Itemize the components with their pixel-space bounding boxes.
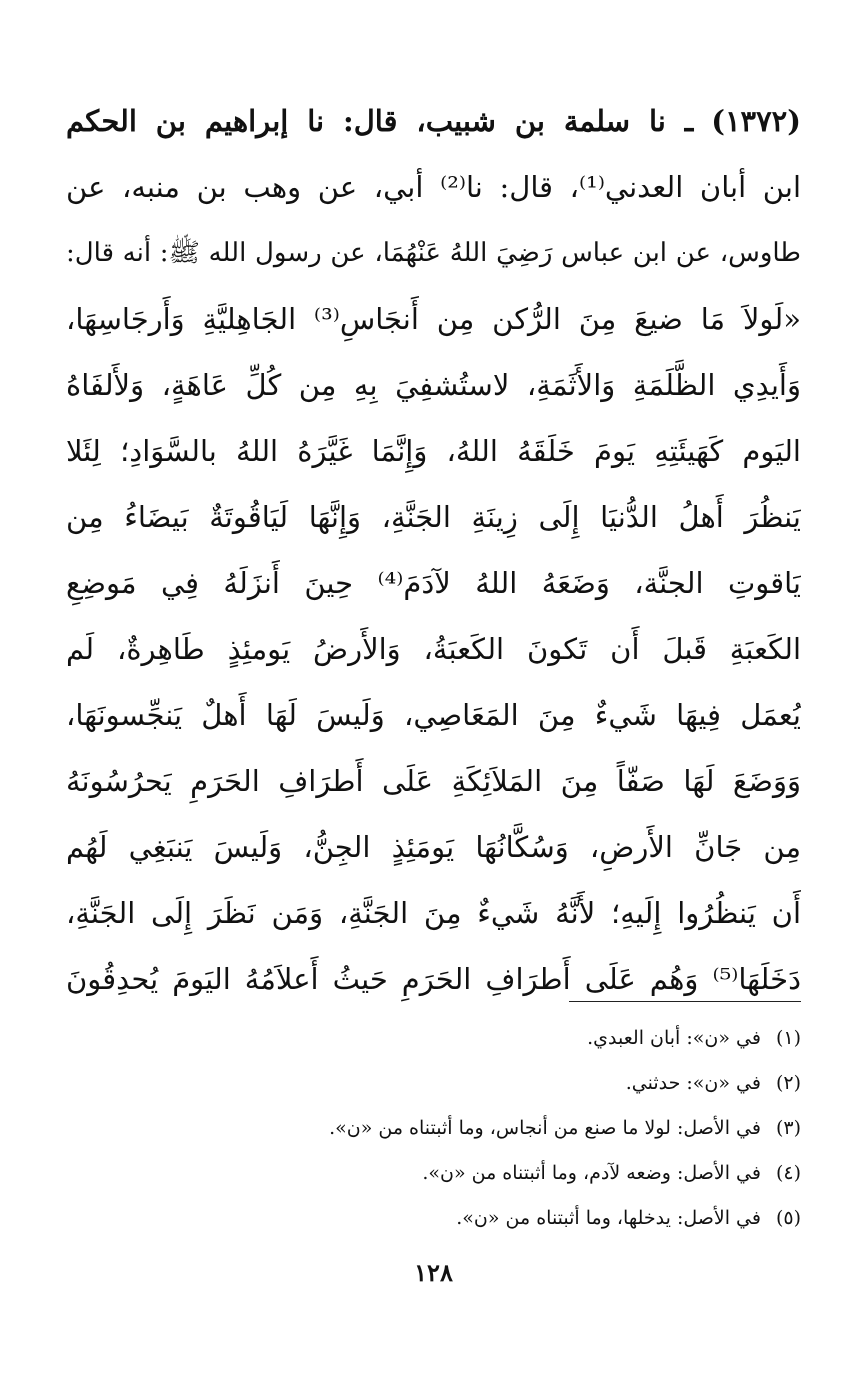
hadith-line-7: يَنظُرَ أَهلُ الدُّنيَا إِلَى زِينَةِ الجَنَّةِ، وَإِنَّهَا لَيَاقُوتَةٌ بَيضَاءُ مِن [66,500,801,534]
hadith-text [66,88,801,1012]
footnote-text: في «ن»: أبان العبدي. [587,1027,761,1049]
footnote-number: (٥) [775,1207,801,1229]
footnote [66,1106,801,1151]
footnote [66,1061,801,1106]
hadith-line-2: ابن أبان العدني⁽¹⁾، قال: نا⁽²⁾ أبي، عن وهب بن منبه، عن [66,170,801,204]
hadith-number: (١٣٧٢) [711,104,801,138]
hadith-line-11: وَوَضَعَ لَهَا صَفّاً مِنَ المَلاَئِكَةِ عَلَى أَطرَافِ الحَرَمِ يَحرُسُونَهُ [66,764,801,798]
hadith-line-9: الكَعبَةِ قَبلَ أَن تَكونَ الكَعبَةُ، وَالأَرضُ يَومئِذٍ طَاهِرةٌ، لَم [66,632,801,666]
hadith-line-text: ـ نا سلمة بن شبيب، قال: نا إبراهيم بن الحكم [66,104,694,138]
hadith-line-10: يُعمَل فِيهَا شَيءٌ مِنَ المَعَاصِي، وَلَيسَ لَهَا أَهلٌ يَنجِّسونَهَا، [66,698,801,732]
hadith-line-1 [66,88,801,154]
hadith-line-6: اليَوم كَهَيئَتِهِ يَومَ خَلَقَهُ اللهُ، وَإِنَّمَا غَيَّرَهُ اللهُ بالسَّوَادِ؛ لِئَلا [66,434,801,468]
footnote [66,1151,801,1196]
footnote [66,1016,801,1061]
footnote-number: (٢) [775,1072,801,1094]
hadith-line-13: أَن يَنظُرُوا إِلَيهِ؛ لأَنَّهُ شَيءٌ مِنَ الجَنَّةِ، وَمَن نَظَرَ إِلَى الجَنَّةِ، [66,896,801,930]
hadith-line-4: «لَولاَ مَا ضيعَ مِنَ الرُّكن مِن أَنجَاسِ⁽³⁾ الجَاهِليَّةِ وَأَرجَاسِهَا، [66,302,801,336]
footnote-number: (١) [775,1027,801,1049]
hadith-line-8: يَاقوتِ الجنَّة، وَضَعَهُ اللهُ لآدَمَ⁽⁴⁾ حِينَ أَنزَلَهُ فِي مَوضِعِ [66,566,801,600]
hadith-line-5: وَأَيدِي الظَّلَمَةِ وَالأَثَمَةِ، لاستُشفِيَ بِهِ مِن كُلِّ عَاهَةٍ، وَلأَلفَاهُ [66,368,801,402]
footnote-text: في «ن»: حدثني. [625,1072,761,1094]
hadith-line-3: طاوس، عن ابن عباس رَضِيَ اللهُ عَنْهُمَا، عن رسول الله ﷺ: أنه قال: [66,238,801,268]
footnote-text: في الأصل: وضعه لآدم، وما أثبتناه من «ن». [422,1162,761,1184]
footnote-number: (٣) [775,1117,801,1139]
footnote [66,1196,801,1241]
footnotes [66,1016,801,1241]
footnote-text: في الأصل: يدخلها، وما أثبتناه من «ن». [456,1207,761,1229]
footnote-separator [569,1001,801,1002]
page-number: ١٢٨ [414,1258,453,1287]
footnote-text: في الأصل: لولا ما صنع من أنجاس، وما أثبتناه من «ن». [329,1117,761,1139]
hadith-line-12: مِن جَانِّ الأَرضِ، وَسُكَّانُهَا يَومَئِذٍ الجِنُّ، وَلَيسَ يَنبَغِي لَهُم [66,830,801,864]
footnote-number: (٤) [775,1162,801,1184]
hadith-line-14: دَخَلَهَا⁽⁵⁾ وَهُم عَلَى أَطرَافِ الحَرَمِ حَيثُ أَعلاَمُهُ اليَومَ يُحدِقُونَ [66,962,801,996]
